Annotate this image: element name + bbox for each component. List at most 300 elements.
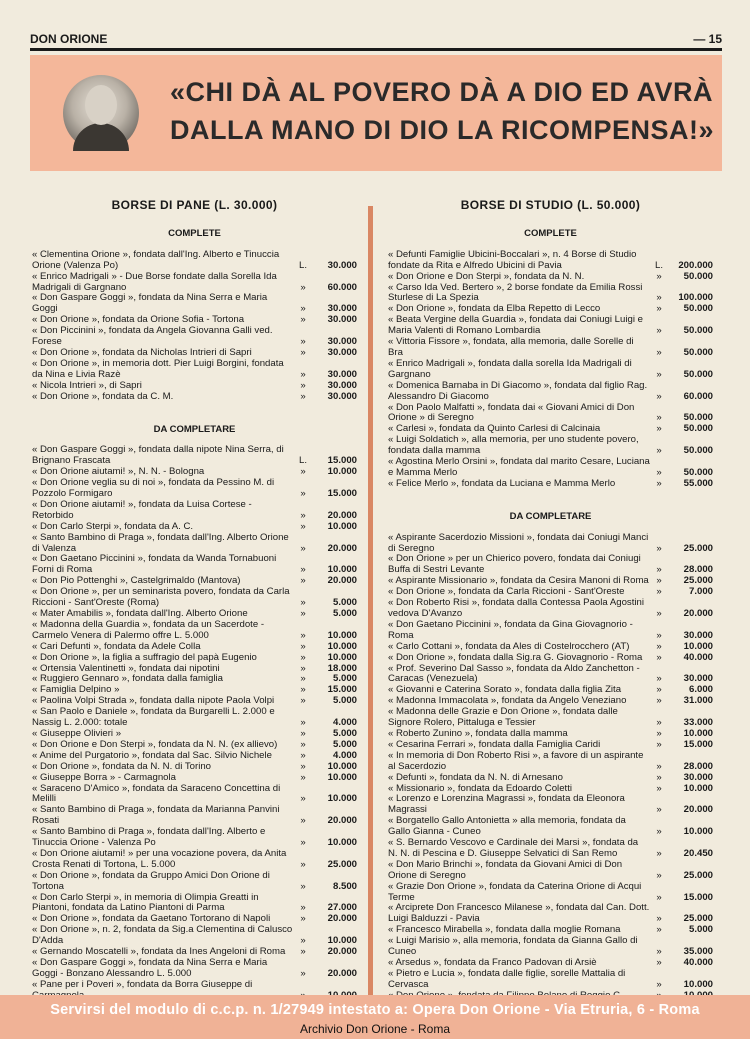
entry-currency: » — [656, 640, 662, 652]
entry-amount: 28.000 — [683, 564, 713, 576]
entry-currency: » — [656, 586, 662, 598]
entry-amount: 50.000 — [683, 303, 713, 315]
entry-amount: 20.000 — [683, 804, 713, 816]
entry-currency: » — [656, 924, 662, 936]
entry-currency: » — [656, 727, 662, 739]
entry-amount: 10.000 — [327, 629, 357, 641]
list-item — [32, 620, 357, 642]
entry-amount: 10.000 — [683, 640, 713, 652]
list-item — [388, 903, 713, 925]
entry-amount: 33.000 — [683, 717, 713, 729]
entry-text: « Don Orione », fondata da Elba Repetto di Lecco — [388, 303, 601, 315]
entry-currency: » — [300, 520, 306, 532]
entry-currency: » — [656, 325, 662, 337]
list-item — [388, 860, 713, 882]
entry-amount: 10.000 — [327, 520, 357, 532]
entry-text: « Don Orione », fondata dalla Sig.ra G. Giovagnorio - Roma — [388, 651, 643, 663]
entry-text: « Don Pio Pottenghi », Castelgrimaldo (Mantova) — [32, 575, 241, 587]
entry-currency: » — [300, 640, 306, 652]
entry-text: « In memoria di Don Roberto Risi », a favore di un aspirante al Sacerdozio — [388, 749, 644, 772]
entry-text: « Santo Bambino di Praga », fondata dall'Ing. Alberto e Tinuccia Orione - Valenza Po — [32, 826, 266, 849]
entry-currency: » — [656, 608, 662, 619]
list-item — [32, 784, 357, 806]
entry-text: « Don Gaspare Goggi », fondata da Nina Serra e Maria Goggi — [32, 292, 268, 315]
entry-amount: 50.000 — [683, 325, 713, 337]
list-item — [32, 762, 357, 773]
list-item — [388, 315, 713, 337]
entry-currency: » — [300, 946, 306, 958]
entry-text: « Don Carlo Sterpi », fondata da A. C. — [32, 520, 194, 532]
list-item — [388, 283, 713, 305]
entry-currency: » — [656, 303, 662, 315]
entry-text: « Don Orione aiutami! », N. N. - Bologna — [32, 466, 205, 478]
entry-amount: 20.450 — [683, 847, 713, 859]
entry-amount: 30.000 — [327, 379, 357, 391]
entry-text: « Anime del Purgatorio », fondata dal Sac. Silvio Nichele — [32, 749, 272, 761]
entry-amount: 20.000 — [327, 509, 357, 521]
entry-amount: 5.000 — [688, 924, 713, 936]
entry-amount: 30.000 — [327, 303, 357, 315]
entry-amount: 10.000 — [327, 771, 357, 783]
entry-text: « Domenica Barnaba in Di Giacomo », fondata dal figlio Rag. Alessandro Di Giacomo — [388, 379, 648, 402]
entry-currency: » — [300, 542, 306, 554]
entry-currency: » — [300, 673, 306, 685]
entry-text: « Don Orione », fondata da N. N. di Torino — [32, 760, 212, 772]
list-item — [388, 969, 713, 991]
entry-currency: » — [300, 303, 306, 315]
list-item — [388, 794, 713, 816]
entry-amount: 7.000 — [688, 586, 713, 598]
entry-text: « Carlo Cottani », fondata da Ales di Costelrocchero (AT) — [388, 640, 630, 652]
quote-line-1: «CHI DÀ AL POVERO DÀ A DIO ED AVRÀ — [170, 77, 714, 107]
entry-text: « Aspirante Sacerdozio Missioni », fondata dai Coniugi Manci di Seregno — [388, 531, 649, 554]
entry-currency: » — [300, 466, 306, 478]
entry-amount: 25.000 — [327, 858, 357, 870]
entry-text: « Santo Bambino di Praga », fondata dall'Ing. Alberto Orione di Valenza — [32, 531, 289, 554]
entry-list — [32, 445, 357, 1001]
entry-text: « Cesarina Ferrari », fondata dalla Famiglia Caridi — [388, 738, 601, 750]
entry-amount: 30.000 — [327, 390, 357, 402]
list-item — [388, 359, 713, 381]
entry-amount: 15.000 — [327, 488, 357, 500]
entry-text: « Santo Bambino di Praga », fondata da Marianna Panvini Rosati — [32, 804, 280, 827]
list-item — [388, 653, 713, 664]
entry-text: « Don Gaetano Piccinini », fondata da Gina Giovagnorio - Roma — [388, 618, 633, 641]
list-item — [388, 479, 713, 490]
entry-amount: 20.000 — [327, 946, 357, 958]
entry-amount: 8.500 — [332, 880, 357, 892]
entry-currency: » — [656, 477, 662, 489]
entry-currency: » — [300, 815, 306, 827]
list-item — [32, 359, 357, 381]
list-item — [32, 554, 357, 576]
entry-currency: » — [300, 902, 306, 914]
page-header — [30, 26, 722, 51]
entry-text: « Ruggiero Gennaro », fondata dalla famiglia — [32, 673, 223, 685]
list-item — [388, 620, 713, 642]
entry-text: « Don Orione aiutami! » per una vocazione povera, da Anita Crosta Renati di Tortona, L. 5.000 — [32, 847, 287, 870]
entry-currency: » — [300, 488, 306, 500]
quote-banner — [30, 55, 722, 171]
entry-list — [388, 250, 713, 490]
entry-text: « Borgatello Gallo Antonietta » alla memoria, fondata da Gallo Gianna - Cuneo — [388, 815, 626, 838]
entry-text: « Madonna Immacolata », fondata da Angelo Veneziano — [388, 695, 627, 707]
list-item — [32, 849, 357, 871]
entry-currency: » — [300, 695, 306, 707]
entry-amount: 10.000 — [327, 837, 357, 849]
entry-text: « Madonna delle Grazie e Don Orione », fondata dalle Signore Rolero, Pittaluga e Tessier — [388, 706, 618, 729]
entry-currency: » — [656, 771, 662, 783]
entry-amount: 31.000 — [683, 695, 713, 707]
entry-currency: » — [656, 946, 662, 958]
list-item — [388, 457, 713, 479]
entry-text: « S. Bernardo Vescovo e Cardinale dei Marsi », fondata da N. N. di Pescina e D. Giuseppe Selvatici di San Remo — [388, 837, 639, 859]
list-item — [32, 478, 357, 500]
entry-currency: » — [300, 880, 306, 892]
entry-text: « Gernando Moscatelli », fondata da Ines Angeloni di Roma — [32, 946, 286, 958]
entry-amount: 10.000 — [327, 466, 357, 478]
entry-currency: » — [300, 935, 306, 947]
entry-text: « Saraceno D'Amico », fondata da Saraceno Concettina di Melilli — [32, 782, 281, 805]
entry-amount: 10.000 — [327, 640, 357, 652]
entry-currency: » — [300, 597, 306, 609]
magazine-title: DON ORIONE — [30, 32, 108, 46]
entry-currency: » — [300, 564, 306, 576]
section-heading: DA COMPLETARE — [153, 423, 236, 435]
list-item — [388, 936, 713, 958]
list-item — [32, 381, 357, 392]
entry-currency: » — [300, 858, 306, 870]
entry-text: « Don Orione », fondata da Carla Riccioni - Sant'Oreste — [388, 586, 625, 598]
entry-currency: » — [300, 749, 306, 761]
entry-text: « Roberto Zunino », fondata dalla mamma — [388, 727, 568, 739]
entry-text: « Pietro e Lucia », fondata dalle figlie, sorelle Mattalia di Cervasca — [388, 967, 626, 990]
portrait-coat — [73, 123, 129, 151]
entry-amount: 20.000 — [327, 815, 357, 827]
list-item — [388, 381, 713, 403]
entry-text: « Missionario », fondata da Edoardo Coletti — [388, 782, 572, 794]
list-item — [388, 554, 713, 576]
list-item — [32, 587, 357, 609]
entry-amount: 15.000 — [683, 891, 713, 903]
entry-currency: » — [656, 270, 662, 282]
entry-currency: L. — [298, 455, 307, 467]
entry-text: « Vittoria Fissore », fondata, alla memoria, dalle Sorelle di Bra — [388, 336, 634, 358]
entry-currency: » — [300, 390, 306, 402]
entry-text: « Aspirante Missionario », fondata da Cesira Manoni di Roma — [388, 575, 649, 587]
entry-text: « Don Gaspare Goggi », fondata dalla nipote Nina Serra, di Brignano Frascata — [32, 444, 284, 467]
entry-currency: L. — [654, 259, 663, 271]
entry-text: « Don Carlo Sterpi », in memoria di Olimpia Greatti in Piantoni, fondata da Latino Piantoni di Parma — [32, 891, 259, 914]
entry-text: « Nicola Intrieri », di Sapri — [32, 379, 142, 391]
entry-amount: 100.000 — [678, 292, 713, 304]
entry-text: « Felice Merlo », fondata da Luciana e Mamma Merlo — [388, 477, 616, 489]
entry-amount: 30.000 — [683, 629, 713, 641]
entry-amount: 5.000 — [332, 597, 357, 609]
entry-amount: 35.000 — [683, 946, 713, 958]
entry-currency: » — [300, 727, 306, 739]
entry-text: « Don Gaetano Piccinini », fondata da Wanda Tornabuoni Forni di Roma — [32, 553, 277, 576]
entry-currency: » — [656, 445, 662, 457]
list-item — [32, 293, 357, 315]
entry-currency: » — [300, 913, 306, 925]
entry-amount: 40.000 — [683, 651, 713, 663]
entry-text: « Don Orione » per un Chierico povero, fondata dai Coniugi Buffa di Sestri Levante — [388, 553, 641, 576]
entry-currency: » — [656, 717, 662, 729]
entry-amount: 15.000 — [683, 738, 713, 750]
entry-currency: » — [300, 608, 306, 619]
entry-text: « Don Orione », fondata da Orione Sofia - Tortona — [32, 314, 245, 326]
list-item — [388, 773, 713, 784]
entry-amount: 10.000 — [683, 782, 713, 794]
entry-amount: 30.000 — [327, 314, 357, 326]
entry-text: « Luigi Soldatich », alla memoria, per uno studente povero, fondata dalla mamma — [388, 434, 639, 457]
entry-text: « Defunti », fondata da N. N. di Arnesano — [388, 771, 563, 783]
entry-text: « San Paolo e Daniele », fondata da Burgarelli L. 2.000 e Nassig L. 2.000: totale — [32, 706, 275, 729]
list-item — [32, 326, 357, 348]
archive-credit: Archivio Don Orione - Roma — [299, 1022, 451, 1036]
entry-text: « Carlesi », fondata da Quinto Carlesi di Calcinaia — [388, 423, 601, 435]
entry-amount: 10.000 — [327, 651, 357, 663]
list-item — [388, 838, 713, 860]
list-item — [388, 435, 713, 457]
list-item — [32, 642, 357, 653]
entry-currency: » — [656, 390, 662, 402]
entry-amount: 60.000 — [327, 281, 357, 293]
entry-text: « Don Orione e Don Sterpi », fondata da N. N. (ex allievo) — [32, 738, 278, 750]
entry-currency: » — [300, 738, 306, 750]
entry-currency: » — [300, 837, 306, 849]
list-item — [32, 925, 357, 947]
list-item — [388, 403, 713, 425]
entry-amount: 50.000 — [683, 445, 713, 457]
entry-amount: 15.000 — [327, 684, 357, 696]
entry-currency: » — [656, 673, 662, 685]
list-item — [388, 533, 713, 555]
entry-text: « Beata Vergine della Guardia », fondata dai Coniugi Luigi e Maria Valenti di Romano Lombardia — [388, 314, 643, 337]
entry-amount: 30.000 — [327, 336, 357, 348]
entry-amount: 55.000 — [683, 477, 713, 489]
entry-amount: 10.000 — [683, 727, 713, 739]
entry-currency: » — [656, 847, 662, 859]
entry-currency: » — [656, 466, 662, 478]
list-item — [32, 871, 357, 893]
entry-currency: » — [656, 684, 662, 696]
column-divider — [368, 206, 373, 1006]
entry-currency: » — [656, 738, 662, 750]
entry-currency: » — [300, 379, 306, 391]
entry-amount: 25.000 — [683, 575, 713, 587]
entry-amount: 25.000 — [683, 913, 713, 925]
entry-amount: 10.000 — [327, 793, 357, 805]
entry-text: « Enrico Madrigali », fondata dalla sorella Ida Madrigali di Gargnano — [388, 357, 632, 380]
entry-amount: 50.000 — [683, 423, 713, 435]
entry-currency: » — [300, 346, 306, 358]
entry-text: « Madonna della Guardia », fondata da un Sacerdote - Carmelo Venera di Palermo offre L. 5.000 — [32, 618, 265, 641]
entry-amount: 10.000 — [683, 978, 713, 990]
entry-amount: 50.000 — [683, 466, 713, 478]
section-heading: COMPLETE — [524, 227, 577, 239]
entry-currency: » — [300, 281, 306, 293]
entry-text: « Mater Amabilis », fondata dall'Ing. Alberto Orione — [32, 608, 248, 619]
entry-text: « Ortensia Valentinetti », fondata dai nipotini — [32, 662, 220, 674]
entry-text: « Don Gaspare Goggi », fondata da Nina Serra e Maria Goggi - Bonzano Alessandro L. 5.000 — [32, 957, 268, 979]
entry-text: « Arsedus », fondata da Franco Padovan di Arsiè — [388, 957, 597, 968]
entry-amount: 10.000 — [327, 564, 357, 576]
list-item — [388, 882, 713, 904]
list-item — [32, 827, 357, 849]
entry-currency: » — [656, 804, 662, 816]
entry-text: « Francesco Mirabella », fondata dalla moglie Romana — [388, 924, 621, 936]
list-item — [388, 272, 713, 283]
entry-amount: 30.000 — [683, 771, 713, 783]
entry-text: « Cari Defunti », fondata da Adele Colla — [32, 640, 201, 652]
entry-amount: 20.000 — [327, 542, 357, 554]
entry-amount: 4.000 — [332, 749, 357, 761]
entry-amount: 10.000 — [327, 760, 357, 772]
entry-amount: 20.000 — [683, 608, 713, 619]
entry-amount: 5.000 — [332, 695, 357, 707]
entry-currency: » — [300, 629, 306, 641]
entry-text: « Pane per i Poveri », fondata da Borra Giuseppe di — [32, 978, 253, 990]
entry-text: « Don Orione », fondata da Gruppo Amici Don Orione di Tortona — [32, 869, 270, 892]
entry-text: « Don Orione », in memoria dott. Pier Luigi Borgini, fondata da Nina e Livia Razè — [32, 357, 284, 380]
entry-list — [32, 250, 357, 403]
entry-amount: 40.000 — [683, 957, 713, 968]
entry-currency: » — [300, 760, 306, 772]
entry-currency: » — [656, 651, 662, 663]
column-title: BORSE DI STUDIO (L. 50.000) — [460, 198, 641, 212]
entry-amount: 27.000 — [327, 902, 357, 914]
entry-currency: » — [656, 292, 662, 304]
entry-amount: 6.000 — [688, 684, 713, 696]
quote-line-2: DALLA MANO DI DIO LA RICOMPENSA!» — [170, 115, 714, 145]
list-item — [32, 773, 357, 784]
entry-currency: » — [300, 717, 306, 729]
list-item — [32, 958, 357, 980]
entry-currency: » — [300, 651, 306, 663]
entry-currency: » — [656, 826, 662, 838]
entry-amount: 20.000 — [327, 967, 357, 979]
list-item — [388, 816, 713, 838]
list-item — [32, 707, 357, 729]
entry-currency: » — [656, 913, 662, 925]
list-item — [32, 805, 357, 827]
list-item — [32, 893, 357, 915]
entry-currency: » — [656, 346, 662, 358]
list-item — [32, 392, 357, 403]
column-borse-di-studio — [388, 200, 713, 1024]
entry-currency: » — [656, 368, 662, 380]
entry-text: « Don Paolo Malfatti », fondata dai « Giovani Amici di Don Orione » di Seregno — [388, 401, 635, 424]
entry-amount: 5.000 — [332, 673, 357, 685]
entry-currency: » — [300, 771, 306, 783]
entry-text: « Enrico Madrigali » - Due Borse fondate dalla Sorella Ida Madrigali di Gargnano — [32, 270, 277, 293]
entry-amount: 50.000 — [683, 270, 713, 282]
list-item — [388, 337, 713, 359]
entry-amount: 20.000 — [327, 913, 357, 925]
entry-currency: L. — [298, 259, 307, 271]
entry-text: « Don Orione », fondata da Gaetano Tortorano di Napoli — [32, 913, 271, 925]
portrait-photo — [63, 75, 139, 151]
entry-amount: 10.000 — [327, 935, 357, 947]
entry-text: « Don Orione aiutami! », fondata da Luisa Cortese - Retorbido — [32, 498, 252, 521]
entry-amount: 10.000 — [683, 826, 713, 838]
entry-amount: 30.000 — [327, 368, 357, 380]
entry-text: « Don Orione », fondata da Nicholas Intrieri di Sapri — [32, 346, 252, 358]
entry-text: « Don Orione e Don Sterpi », fondata da N. N. — [388, 270, 585, 282]
entry-currency: » — [300, 684, 306, 696]
entry-text: « Giuseppe Olivieri » — [32, 727, 122, 739]
list-item — [32, 533, 357, 555]
entry-text: « Paolina Volpi Strada », fondata dalla nipote Paola Volpi — [32, 695, 275, 707]
entry-text: « Don Orione », fondata da C. M. — [32, 390, 174, 402]
list-item — [388, 707, 713, 729]
entry-amount: 18.000 — [327, 662, 357, 674]
entry-amount: 30.000 — [683, 673, 713, 685]
list-item — [32, 272, 357, 294]
entry-amount: 5.000 — [332, 727, 357, 739]
entry-amount: 5.000 — [332, 608, 357, 619]
entry-amount: 25.000 — [683, 542, 713, 554]
entry-amount: 5.000 — [332, 738, 357, 750]
entry-currency: » — [656, 542, 662, 554]
entry-text: « Don Orione », n. 2, fondata da Sig.a Clementina di Calusco D'Adda — [32, 924, 293, 947]
entry-amount: 50.000 — [683, 412, 713, 424]
entry-currency: » — [656, 760, 662, 772]
list-item — [388, 664, 713, 686]
entry-text: « Famiglia Delpino » — [32, 684, 120, 696]
entry-currency: » — [656, 412, 662, 424]
entry-amount: 28.000 — [683, 760, 713, 772]
column-title: BORSE DI PANE (L. 30.000) — [111, 198, 278, 212]
entry-list — [388, 533, 713, 1002]
column-borse-di-pane — [32, 200, 357, 1024]
entry-text: « Don Orione veglia su di noi », fondata da Pessino M. di Pozzolo Formigaro — [32, 477, 275, 500]
entry-currency: » — [656, 869, 662, 881]
entry-amount: 30.000 — [327, 346, 357, 358]
portrait-head — [85, 85, 117, 125]
entry-amount: 4.000 — [332, 717, 357, 729]
entry-currency: » — [656, 629, 662, 641]
entry-text: « Agostina Merlo Orsini », fondata dal marito Cesare, Luciana e Mamma Merlo — [388, 456, 650, 478]
entry-currency: » — [656, 575, 662, 587]
entry-text: « Don Mario Brinchi », fondata da Giovani Amici di Don Orione di Seregno — [388, 858, 623, 881]
entry-text: « Don Orione », la figlia a suffragio del papà Eugenio — [32, 651, 257, 663]
entry-amount: 60.000 — [683, 390, 713, 402]
entry-amount: 25.000 — [683, 869, 713, 881]
entry-text: « Lorenzo e Lorenzina Magrassi », fondata da Eleonora Magrassi — [388, 793, 625, 816]
list-item — [388, 751, 713, 773]
entry-currency: » — [656, 782, 662, 794]
list-item — [388, 598, 713, 620]
entry-amount: 20.000 — [327, 575, 357, 587]
entry-currency: » — [300, 368, 306, 380]
entry-currency: » — [300, 336, 306, 348]
list-item — [32, 250, 357, 272]
entry-text: « Grazie Don Orione », fondata da Caterina Orione di Acqui Terme — [388, 880, 642, 903]
entry-text: « Don Orione », per un seminarista povero, fondata da Carla Riccioni - Sant'Oreste (Roma) — [32, 586, 290, 609]
entry-currency: » — [300, 662, 306, 674]
banner-quote — [170, 73, 730, 149]
entry-text: « Luigi Marisio », alla memoria, fondata da Gianna Gallo di Cuneo — [388, 935, 638, 958]
entry-text: « Giuseppe Borra » - Carmagnola — [32, 771, 176, 783]
entry-currency: » — [656, 957, 662, 968]
list-item — [32, 653, 357, 664]
entry-amount: 50.000 — [683, 368, 713, 380]
entry-amount: 200.000 — [678, 259, 713, 271]
entry-text: « Arciprete Don Francesco Milanese », fondata dal Can. Dott. Luigi Balduzzi - Pavia — [388, 902, 650, 925]
